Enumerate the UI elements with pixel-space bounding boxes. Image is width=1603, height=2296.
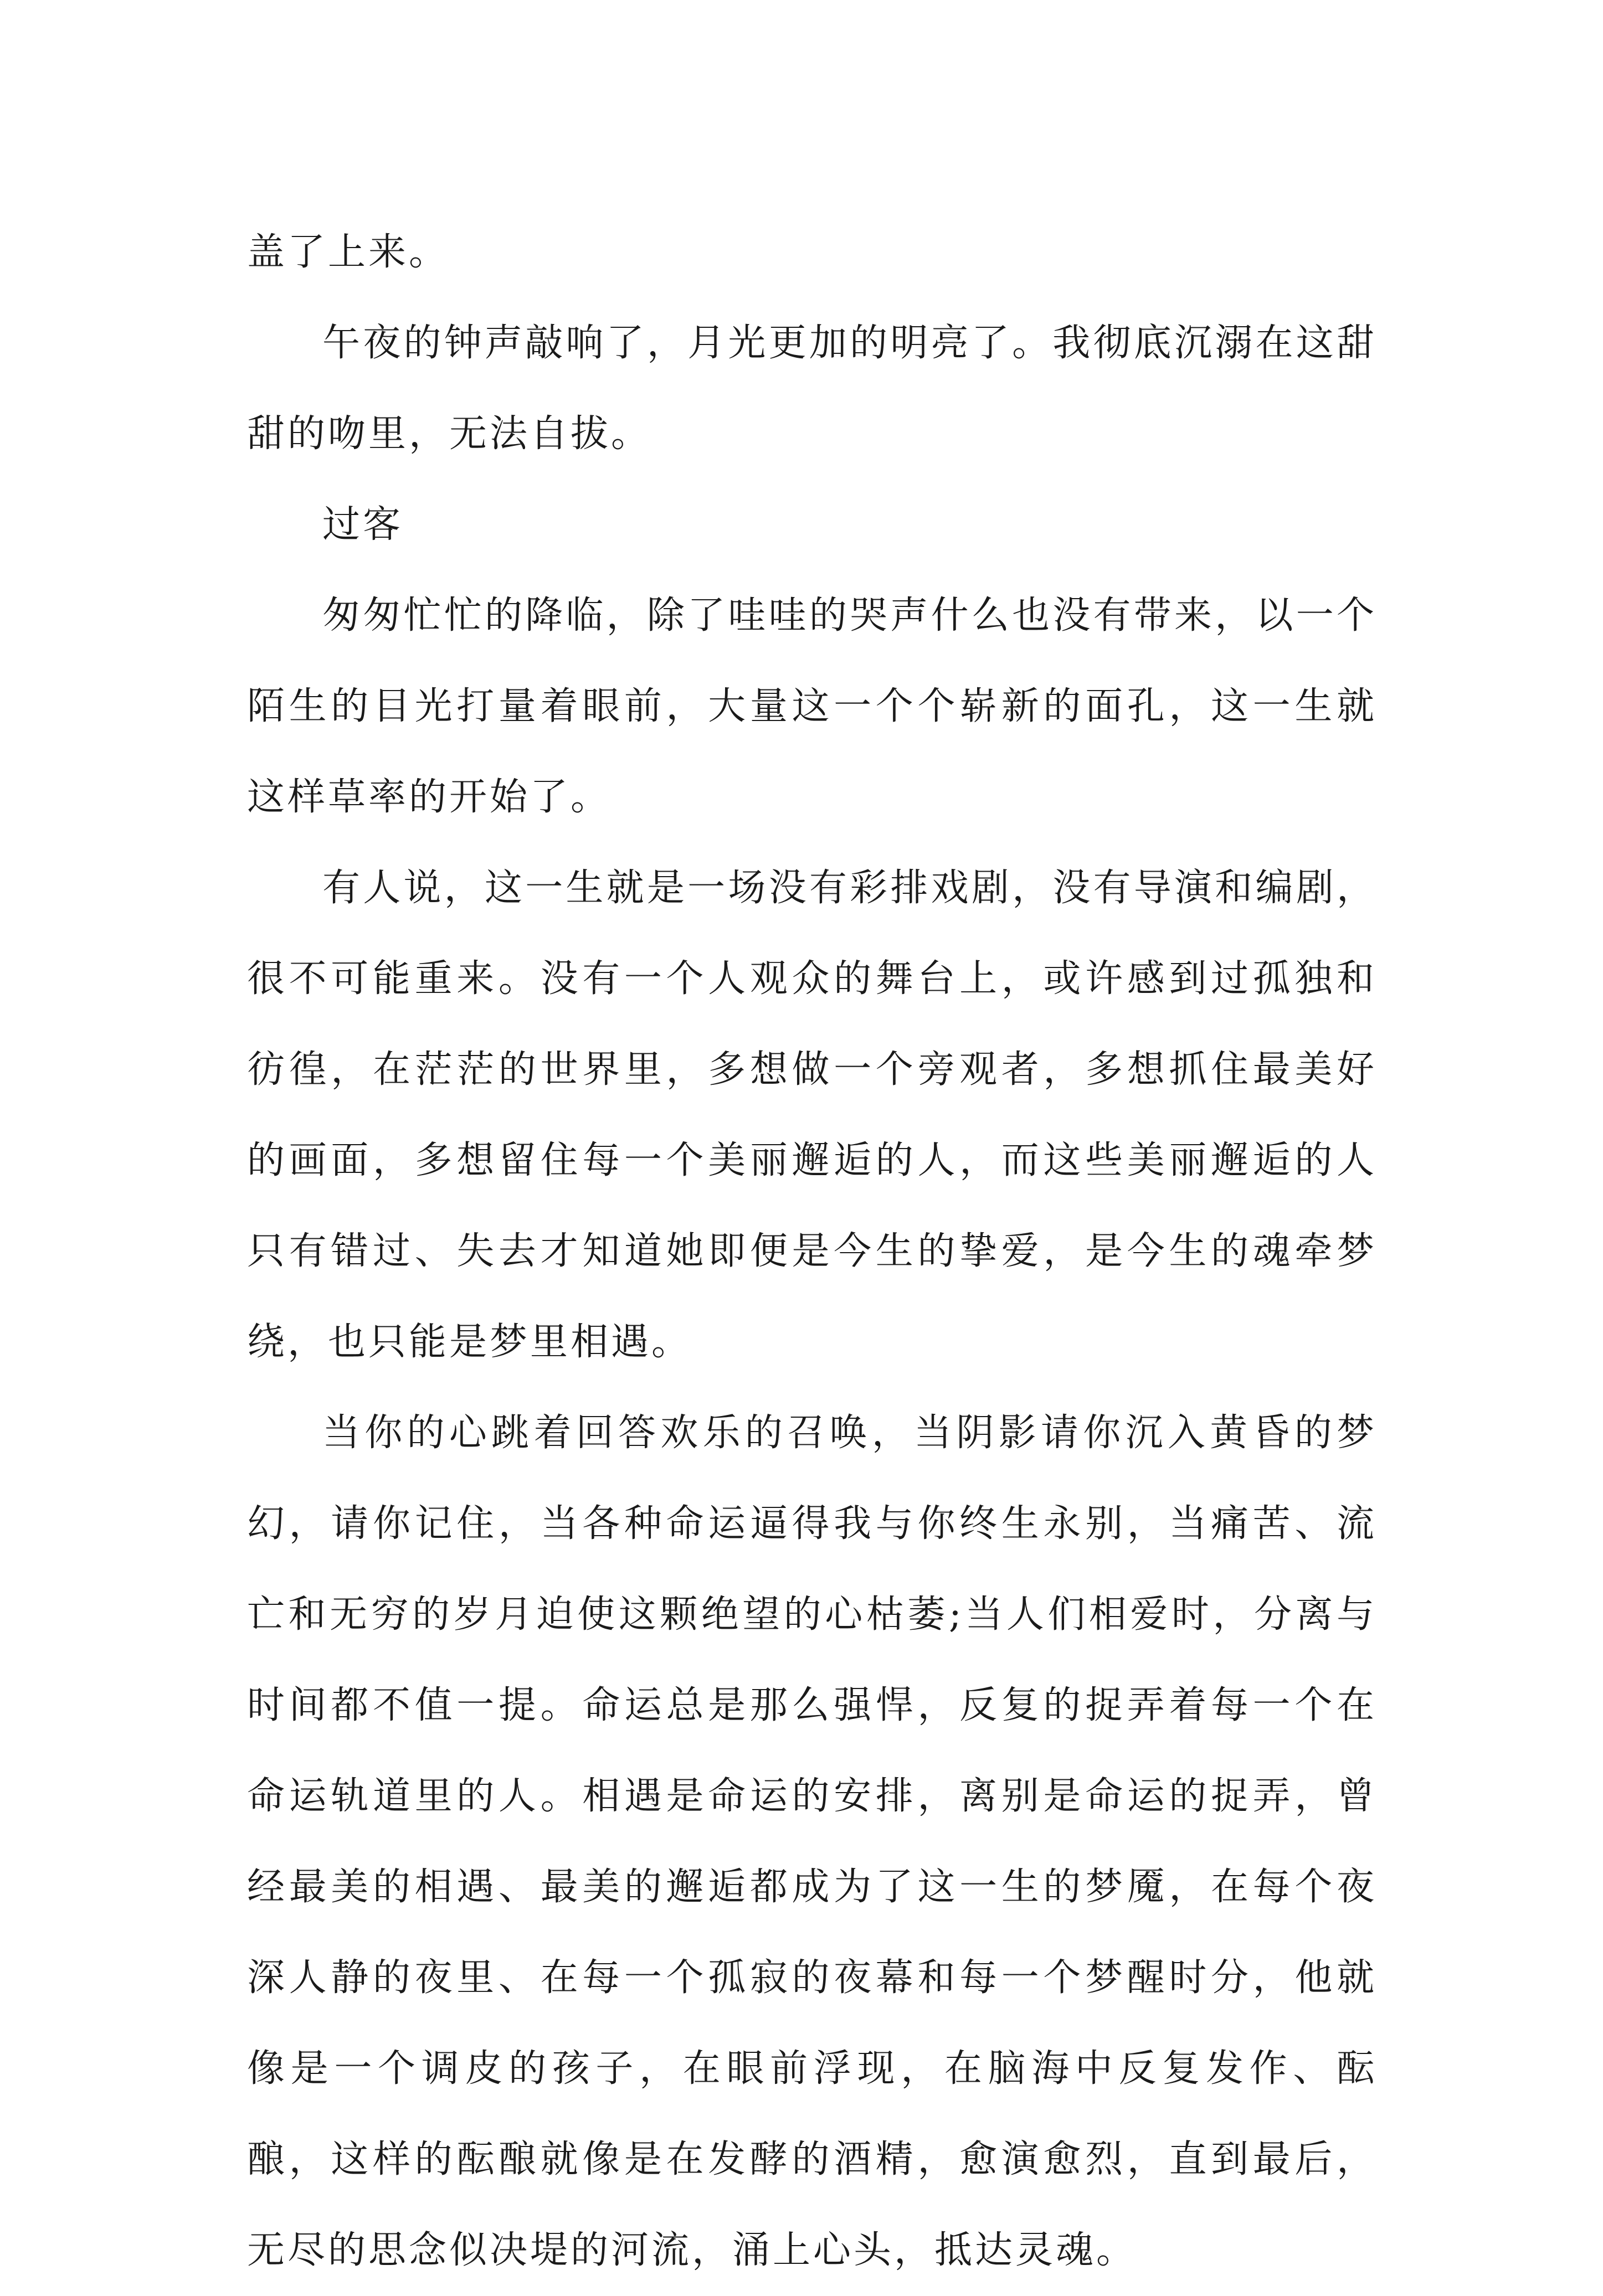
paragraph: 盖了上来。	[247, 230, 450, 274]
paragraph: 午夜的钟声敲响了，月光更加的明亮了。我彻底沉溺在这甜甜的吻里，无法自拔。	[247, 321, 1377, 456]
section-heading: 过客	[322, 503, 404, 547]
paragraph: 匆匆忙忙的降临，除了哇哇的哭声什么也没有带来，以一个陌生的目光打量着眼前，大量这一个个崭新的面孔，这一生就这样草率的开始了。	[247, 594, 1377, 819]
paragraph: 有人说，这一生就是一场没有彩排戏剧，没有导演和编剧，很不可能重来。没有一个人观众的舞台上，或许感到过孤独和彷徨，在茫茫的世界里，多想做一个旁观者，多想抓住最美好的画面，多想留住每一个美丽邂逅的人，而这些美丽邂逅的人只有错过、失去才知道她即便是今生的挚爱，是今生的魂牵梦绕，也只能是梦里相遇。	[247, 866, 1377, 1364]
body-text	[247, 207, 1377, 2296]
paragraph: 当你的心跳着回答欢乐的召唤，当阴影请你沉入黄昏的梦幻，请你记住，当各种命运逼得我与你终生永别，当痛苦、流亡和无穷的岁月迫使这颗绝望的心枯萎;当人们相爱时，分离与时间都不值一提。命运总是那么强悍，反复的捉弄着每一个在命运轨道里的人。相遇是命运的安排，离别是命运的捉弄，曾经最美的相遇、最美的邂逅都成为了这一生的梦魇，在每个夜深人静的夜里、在每一个孤寂的夜幕和每一个梦醒时分，他就像是一个调皮的孩子，在眼前浮现，在脑海中反复发作、酝酿，这样的酝酿就像是在发酵的酒精，愈演愈烈，直到最后，无尽的思念似决堤的河流，涌上心头，抵达灵魂。	[247, 1411, 1377, 2272]
